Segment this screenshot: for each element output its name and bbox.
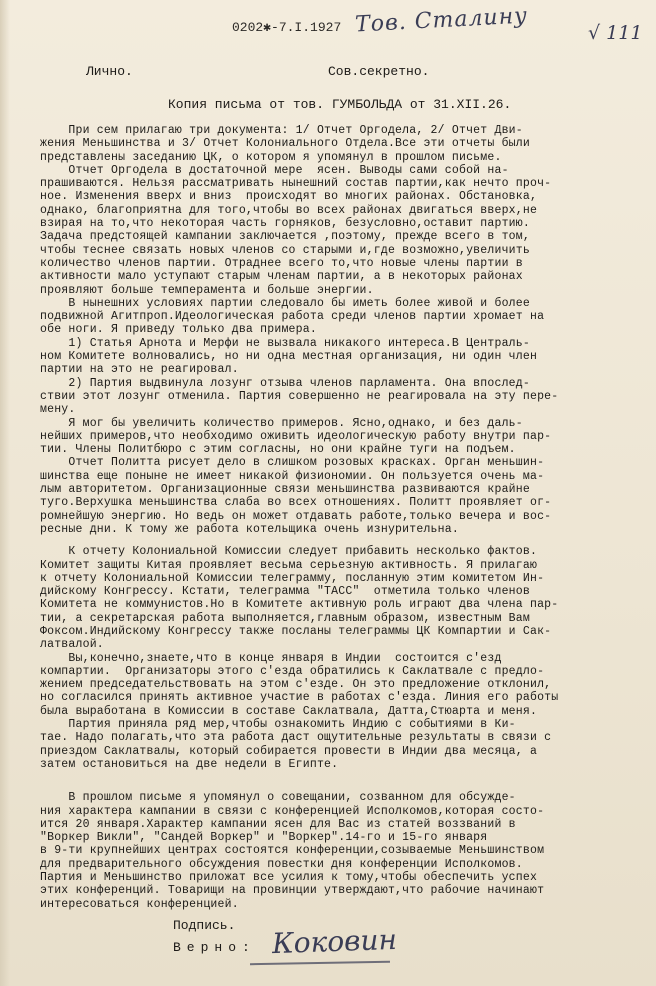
text-line: ится 20 января.Характер кампании ясен для Вас из статей воззваний в xyxy=(40,817,516,831)
text-line: Комитет защиты Китая проявляет весьма серьезную активность. Я прилагаю xyxy=(40,558,538,572)
registration-stamp: 0202✱-7.I.1927 xyxy=(232,20,342,35)
text-line: латвалой. xyxy=(40,638,104,652)
text-line: Комитета не коммунистов.Но в Комитете активную роль играют два члена пар- xyxy=(40,598,559,612)
text-line: нейших примеров,что необходимо оживить идеологическую работу внутри пар- xyxy=(40,429,552,443)
text-line: прашиваются. Нельзя рассматривать нынешний состав партии,как нечто проч- xyxy=(40,177,552,191)
signature-underline xyxy=(250,961,390,965)
text-line: взирая на то,что некоторая часть горняков, безусловно,оставит партию. xyxy=(40,217,530,231)
text-line: 2) Партия выдвинула лозунг отзыва членов парламента. Она впослед- xyxy=(40,376,530,390)
text-line: Задача предстоящей кампании заключается ,поэтому, прежде всего в том, xyxy=(40,230,530,244)
paper-edge-shadow xyxy=(0,0,10,986)
text-line: Отчет Оргодела в достаточной мере ясен. Выводы сами собой на- xyxy=(40,163,509,177)
label-personal: Лично. xyxy=(86,64,133,79)
label-top-secret: Сов.секретно. xyxy=(328,64,430,79)
text-line: "Воркер Викли", "Сандей Воркер" и "Воркер".14-го и 15-го января xyxy=(40,831,488,845)
text-line: к отчету Колониальной Комиссии телеграмму, посланную этим комитетом Ин- xyxy=(40,571,545,585)
handwritten-address: Тов. Сталину xyxy=(354,3,529,38)
text-line: приездом Саклатвалы, который собирается провести в Индии два месяца, а xyxy=(40,744,538,758)
text-line: была выработана в Комиссии в составе Саклатвала, Датта,Стюарта и меня. xyxy=(40,704,538,718)
letter-body xyxy=(40,124,656,911)
text-line: тае. Надо полагать,что эта работа даст ощутительные результаты в связи с xyxy=(40,731,552,745)
text-line: шинства еще поныне не имеет никакой физиономии. Он пользуется очень ма- xyxy=(40,469,545,483)
text-line: представлены заседанию ЦК, о котором я упомянул в прошлом письме. xyxy=(40,150,502,164)
text-line: этих конференций. Товарищи на провинции утверждают,что рабочие начинают xyxy=(40,884,545,898)
text-line: затем остановиться на две недели в Египте. xyxy=(40,757,339,771)
text-line: жения Меньшинства и 3/ Отчет Колониального Отдела.Все эти отчеты были xyxy=(40,137,530,151)
signature-label: Подпись. xyxy=(173,918,236,933)
text-line: В нынешних условиях партии следовало бы иметь более живой и более xyxy=(40,296,530,310)
text-line: мену. xyxy=(40,403,76,417)
text-line: Партия и Меньшинство приложат все усилия к тому,чтобы обеспечить успех xyxy=(40,871,538,885)
text-line: ное. Изменения вверх и вниз происходят во многих районах. Обстановка, xyxy=(40,190,538,204)
text-line: партии на это не реагировал. xyxy=(40,363,239,377)
text-line: ресные дни. К тому же работа котельщика очень изнурительна. xyxy=(40,522,459,536)
text-line: ном Комитете волновались, но ни одна местная организация, ни один член xyxy=(40,350,538,364)
text-line: тии, а секретарская работа выполняется,главным образом, известным Вам xyxy=(40,611,530,625)
text-line: лым авторитетом. Организационные связи меньшинства развиваются крайне xyxy=(40,483,530,497)
text-line: чтобы теснее связать новых членов со старыми и,где возможно,увеличить xyxy=(40,243,530,257)
text-line: интересоваться конференцией. xyxy=(40,897,239,911)
text-line: Я мог бы увеличить количество примеров. Ясно,однако, и без даль- xyxy=(40,416,523,430)
text-line: но согласился принять активное участие в работах с'езда. Линия его работы xyxy=(40,691,559,705)
text-line: Вы,конечно,знаете,что в конце января в Индии состоится с'езд xyxy=(40,651,502,665)
text-line: проявляют больше темперамента и больше энергии. xyxy=(40,283,374,297)
text-line: количество членов партии. Отраднее всего то,что новые члены партии в xyxy=(40,256,523,270)
text-line: Фоксом.Индийскому Конгрессу также посланы телеграммы ЦК Компартии и Сак- xyxy=(40,624,552,638)
text-line: 1) Статья Арнота и Мерфи не вызвала никакого интереса.В Централь- xyxy=(40,336,530,350)
text-line: ромнейшую энергию. Но ведь он может отдавать работе,только вечера и вос- xyxy=(40,509,552,523)
text-line: дийскому Конгрессу. Кстати, телеграмма "ТАСС" отметила только членов xyxy=(40,585,530,599)
text-line: активности мало уступают старым членам партии, а в некоторых районах xyxy=(40,270,523,284)
text-line: однако, благоприятна для того,чтобы во всех районах двигаться вверх,не xyxy=(40,203,538,217)
text-line: ния характера кампании в связи с конференцией Исполкомов,которая состо- xyxy=(40,804,545,818)
text-line: В прошлом письме я упомянул о совещании, созванном для обсужде- xyxy=(40,791,516,805)
handwritten-mark: √ 111 xyxy=(588,22,643,44)
paragraph-gap xyxy=(40,771,656,791)
text-line: обе ноги. Я приведу только два примера. xyxy=(40,323,317,337)
text-line: в 9-ти крупнейших центрах состоятся конференции,созываемые Меньшинством xyxy=(40,844,545,858)
text-line: тии. Члены Политбюро с этим согласны, но они крайне туги на подъем. xyxy=(40,443,516,457)
text-line: Отчет Политта рисует дело в слишком розовых красках. Орган меньшин- xyxy=(40,456,545,470)
document-title: Копия письма от тов. ГУМБОЛЬДА от 31.XII.26. xyxy=(168,97,512,112)
text-line: компартии. Организаторы этого с'езда обратились к Саклатвале с предло- xyxy=(40,664,545,678)
paragraph-gap xyxy=(40,536,656,545)
text-line: К отчету Колониальной Комиссии следует прибавить несколько фактов. xyxy=(40,545,538,559)
text-line: При сем прилагаю три документа: 1/ Отчет Оргодела, 2/ Отчет Дви- xyxy=(40,124,523,137)
text-line: ствии этот лозунг отменила. Партия совершенно не реагировала на эту пере- xyxy=(40,389,559,403)
text-line: Партия приняла ряд мер,чтобы ознакомить Индию с событиями в Ки- xyxy=(40,718,516,732)
text-line: для предварительного обсуждения повестки дня конференции Исполкомов. xyxy=(40,857,523,871)
text-line: подвижной Агитпроп.Идеологическая работа среди членов партии хромает на xyxy=(40,310,545,324)
certified-label: Верно: xyxy=(173,940,256,955)
handwritten-signature: Коковин xyxy=(271,922,398,961)
text-line: туго.Верхушка меньшинства слаба во всех отношениях. Политт проявляет ог- xyxy=(40,496,552,510)
text-line: жением председательствовать на этом с'езде. Он это предложение отклонил, xyxy=(40,678,552,692)
